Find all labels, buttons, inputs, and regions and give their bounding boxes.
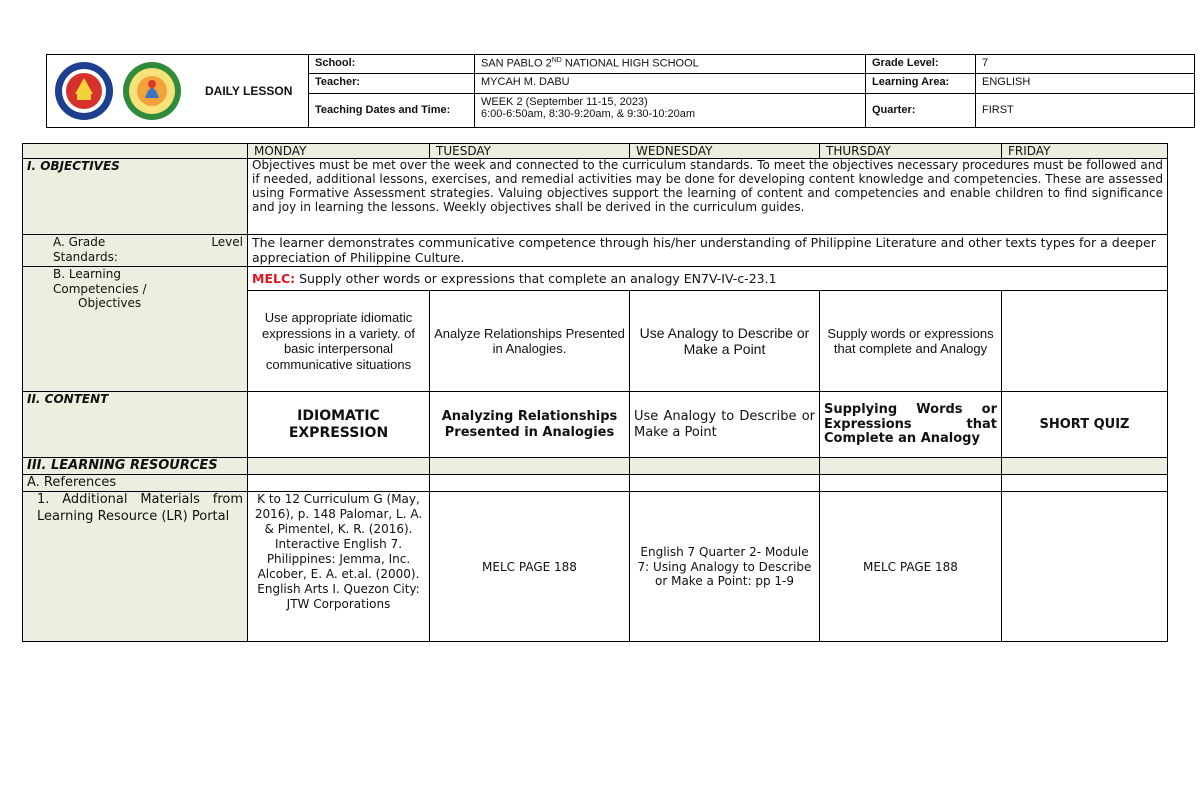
materials-thursday: MELC PAGE 188 [820, 492, 1002, 642]
quarter-value: FIRST [976, 93, 1195, 128]
grade-standards-text: The learner demonstrates communicative competence through his/her understanding of Philippine Literature and other texts types for a deeper appreciation of Philippine Culture. [248, 235, 1168, 267]
resources-shade-3 [630, 458, 820, 475]
grade-level-label: Grade Level: [866, 55, 976, 74]
content-tuesday: Analyzing Relationships Presented in Analogies [430, 392, 630, 458]
resources-shade-2 [430, 458, 630, 475]
grade-level-value: 7 [976, 55, 1195, 74]
additional-materials-label: 1. Additional Materials from Learning Resource (LR) Portal [23, 492, 248, 642]
corner-cell [23, 144, 248, 159]
resources-label: III. LEARNING RESOURCES [23, 458, 248, 475]
school-label: School: [309, 55, 475, 74]
grade-standards-label: A. Grade Level Standards: [23, 235, 248, 267]
header-logo-cell [47, 55, 309, 128]
day-wednesday: WEDNESDAY [630, 144, 820, 159]
objectives-label: I. OBJECTIVES [23, 159, 248, 235]
competency-tuesday: Analyze Relationships Presented in Analogies. [430, 291, 630, 392]
resources-shade-1 [248, 458, 430, 475]
teacher-label: Teacher: [309, 74, 475, 93]
deped-seal-icon [53, 60, 115, 122]
day-monday: MONDAY [248, 144, 430, 159]
references-cell-5 [1002, 475, 1168, 492]
day-friday: FRIDAY [1002, 144, 1168, 159]
learning-area-label: Learning Area: [866, 74, 976, 93]
resources-shade-5 [1002, 458, 1168, 475]
materials-monday: K to 12 Curriculum G (May, 2016), p. 148 Palomar, L. A. & Pimentel, K. R. (2016). Interactive English 7. Philippines: Jemma, Inc. Alcober, E. A. et.al. (2000). English Arts I. Quezon City: JTW Corporations [248, 492, 430, 642]
references-cell-2 [430, 475, 630, 492]
melc-tag: MELC: [252, 271, 296, 287]
daily-lesson-title: DAILY LESSON [205, 84, 293, 98]
quarter-label: Quarter: [866, 93, 976, 128]
dates-label: Teaching Dates and Time: [309, 93, 475, 128]
learning-area-value: ENGLISH [976, 74, 1195, 93]
competency-friday [1002, 291, 1168, 392]
teacher-value: MYCAH M. DABU [475, 74, 866, 93]
objectives-text: Objectives must be met over the week and connected to the curriculum standards. To meet the objectives necessary procedures must be followed and if needed, additional lessons, exercises, and remedial activities may be done for developing content knowledge and competencies. These are assessed using Formative Assessment strategies. Valuing objectives support the learning of content and competencies and enable children to find significance and joy in learning the lessons. Weekly objectives shall be derived in the curriculum guides. [248, 159, 1168, 235]
day-thursday: THURSDAY [820, 144, 1002, 159]
content-label: II. CONTENT [23, 392, 248, 458]
competencies-label: B. Learning Competencies / Objectives [23, 267, 248, 392]
competency-thursday: Supply words or expressions that complete and Analogy [820, 291, 1002, 392]
header-table [46, 54, 1195, 128]
materials-tuesday: MELC PAGE 188 [430, 492, 630, 642]
materials-wednesday: English 7 Quarter 2- Module 7: Using Analogy to Describe or Make a Point: pp 1-9 [630, 492, 820, 642]
competency-wednesday: Use Analogy to Describe or Make a Point [630, 291, 820, 392]
references-cell-1 [248, 475, 430, 492]
content-friday: SHORT QUIZ [1002, 392, 1168, 458]
content-monday: IDIOMATIC EXPRESSION [248, 392, 430, 458]
references-cell-4 [820, 475, 1002, 492]
content-wednesday: Use Analogy to Describe or Make a Point [630, 392, 820, 458]
melc-row: MELC: Supply other words or expressions that complete an analogy EN7V-IV-c-23.1 [248, 267, 1168, 291]
dates-value: WEEK 2 (September 11-15, 2023) 6:00-6:50am, 8:30-9:20am, & 9:30-10:20am [475, 93, 866, 128]
competency-monday: Use appropriate idiomatic expressions in a variety. of basic interpersonal communicative situations [248, 291, 430, 392]
materials-friday [1002, 492, 1168, 642]
school-value: SAN PABLO 2ND NATIONAL HIGH SCHOOL [475, 55, 866, 74]
day-tuesday: TUESDAY [430, 144, 630, 159]
division-seal-icon [121, 60, 183, 122]
references-label: A. References [23, 475, 248, 492]
references-cell-3 [630, 475, 820, 492]
resources-shade-4 [820, 458, 1002, 475]
lesson-table [22, 143, 1168, 642]
content-thursday: Supplying Words or Expressions that Complete an Analogy [820, 392, 1002, 458]
